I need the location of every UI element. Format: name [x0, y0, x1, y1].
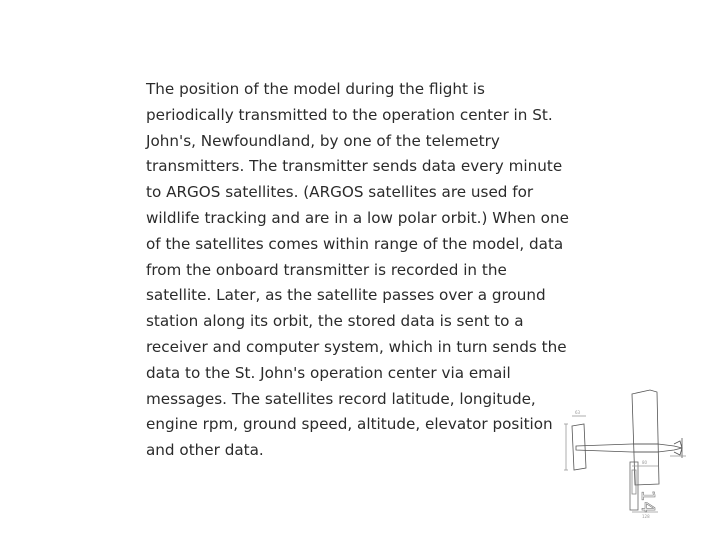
tail-number-label: 14 — [637, 490, 658, 513]
svg-text:63: 63 — [575, 410, 581, 415]
svg-text:128: 128 — [642, 514, 650, 519]
model-airplane-drawing-icon — [562, 386, 692, 524]
paragraph-line-6: wildlife tracking and are in a low polar orbit.) When one — [146, 208, 569, 227]
paragraph-line-15: and other data. — [146, 441, 264, 460]
paragraph-line-8: from the onboard transmitter is recorded in the — [146, 260, 507, 279]
paragraph-line-11: receiver and computer system, which in turn sends the — [146, 337, 567, 356]
paragraph-line-12: data to the St. John's operation center via email — [146, 363, 511, 382]
paragraph-line-4: transmitters. The transmitter sends data every minute — [146, 157, 563, 176]
paragraph-line-1: The position of the model during the flight is — [146, 80, 485, 98]
paragraph-line-7: of the satellites comes within range of the model, data — [146, 234, 564, 253]
airplane-schematic — [562, 386, 692, 524]
paragraph-line-5: to ARGOS satellites. (ARGOS satellites are used for — [146, 183, 534, 202]
svg-text:80: 80 — [642, 460, 648, 465]
paragraph-line-3: John's, Newfoundland, by one of the telemetry — [146, 131, 500, 150]
paragraph-line-9: satellite. Later, as the satellite passes over a ground — [146, 286, 546, 305]
paragraph-line-10: station along its orbit, the stored data is sent to a — [146, 312, 524, 331]
body-paragraph — [146, 77, 569, 464]
paragraph-line-13: messages. The satellites record latitude, longitude, — [146, 389, 536, 408]
paragraph-line-2: periodically transmitted to the operation center in St. — [146, 105, 553, 124]
paragraph-line-14: engine rpm, ground speed, altitude, elevator position — [146, 415, 553, 434]
stabilizer-outline — [572, 424, 586, 470]
fuselage-outline — [576, 444, 682, 452]
